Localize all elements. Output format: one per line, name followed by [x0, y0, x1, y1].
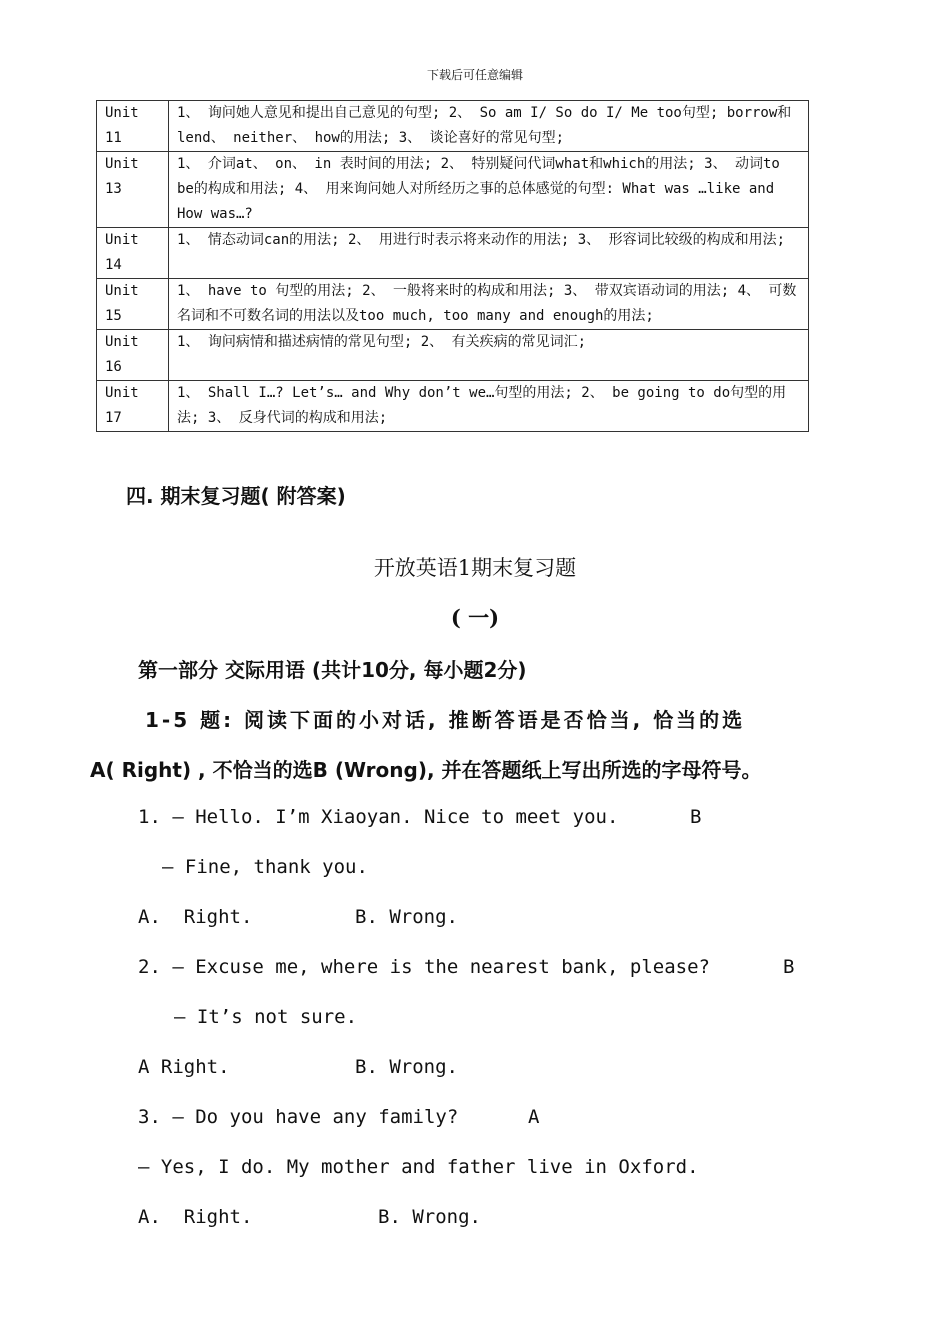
content-cell: 1、 have to 句型的用法; 2、 一般将来时的构成和用法; 3、 带双宾语动词的用法; 4、 可数名词和不可数名词的用法以及too much, too many and enough的用法;: [169, 279, 809, 330]
part-heading: 第一部分 交际用语 (共计10分, 每小题2分): [138, 658, 527, 682]
table-row: [97, 279, 809, 330]
table-row: [97, 101, 809, 152]
question-2-answer: B: [783, 956, 795, 978]
question-3-prompt: 3. — Do you have any family?: [138, 1106, 459, 1128]
content-cell: 1、 Shall I…? Let’s… and Why don’t we…句型的用法; 2、 be going to do句型的用法; 3、 反身代词的构成和用法;: [169, 381, 809, 432]
units-table: [96, 100, 809, 432]
question-3-answer: A: [528, 1106, 540, 1128]
content-cell: 1、 询问她人意见和提出自己意见的句型; 2、 So am I/ So do I/ Me too句型; borrow和lend、 neither、 how的用法; 3、 谈论喜好的常见句型;: [169, 101, 809, 152]
unit-cell: Unit 16: [97, 330, 169, 381]
section-heading: 四. 期末复习题( 附答案): [126, 484, 346, 508]
content-cell: 1、 询问病情和描述病情的常见句型; 2、 有关疾病的常见词汇;: [169, 330, 809, 381]
unit-cell: Unit 15: [97, 279, 169, 330]
table-row: [97, 330, 809, 381]
unit-cell: Unit 14: [97, 228, 169, 279]
table-row: [97, 152, 809, 228]
question-2-option-a: A Right.: [138, 1056, 230, 1078]
question-3-option-b: B. Wrong.: [378, 1206, 481, 1228]
question-1-reply: — Fine, thank you.: [162, 856, 368, 878]
table-row: [97, 381, 809, 432]
question-3-option-a: A. Right.: [138, 1206, 253, 1228]
page-header: 下载后可任意编辑: [426, 68, 523, 82]
question-2-option-b: B. Wrong.: [355, 1056, 458, 1078]
unit-cell: Unit 11: [97, 101, 169, 152]
question-1-option-b: B. Wrong.: [355, 906, 458, 928]
content-cell: 1、 介词at、 on、 in 表时间的用法; 2、 特别疑问代词what和which的用法; 3、 动词to be的构成和用法; 4、 用来询问她人对所经历之事的总体感觉的句型: What was …like and How was…?: [169, 152, 809, 228]
unit-cell: Unit 13: [97, 152, 169, 228]
question-1-answer: B: [690, 806, 702, 828]
question-1-option-a: A. Right.: [138, 906, 253, 928]
question-3-reply: — Yes, I do. My mother and father live in Oxford.: [138, 1156, 699, 1178]
exam-number: ( 一): [450, 605, 500, 630]
question-2-reply: — It’s not sure.: [174, 1006, 358, 1028]
instruction-line-1: 1-5 题: 阅读下面的小对话, 推断答语是否恰当, 恰当的选: [145, 708, 746, 732]
unit-cell: Unit 17: [97, 381, 169, 432]
table-row: [97, 228, 809, 279]
exam-title: 开放英语1期末复习题: [373, 556, 577, 580]
question-2-prompt: 2. — Excuse me, where is the nearest bank, please?: [138, 956, 710, 978]
question-1-prompt: 1. — Hello. I’m Xiaoyan. Nice to meet you.: [138, 806, 619, 828]
instruction-line-2: A( Right) , 不恰当的选B (Wrong), 并在答题纸上写出所选的字母符号。: [90, 758, 762, 782]
content-cell: 1、 情态动词can的用法; 2、 用进行时表示将来动作的用法; 3、 形容词比较级的构成和用法;: [169, 228, 809, 279]
